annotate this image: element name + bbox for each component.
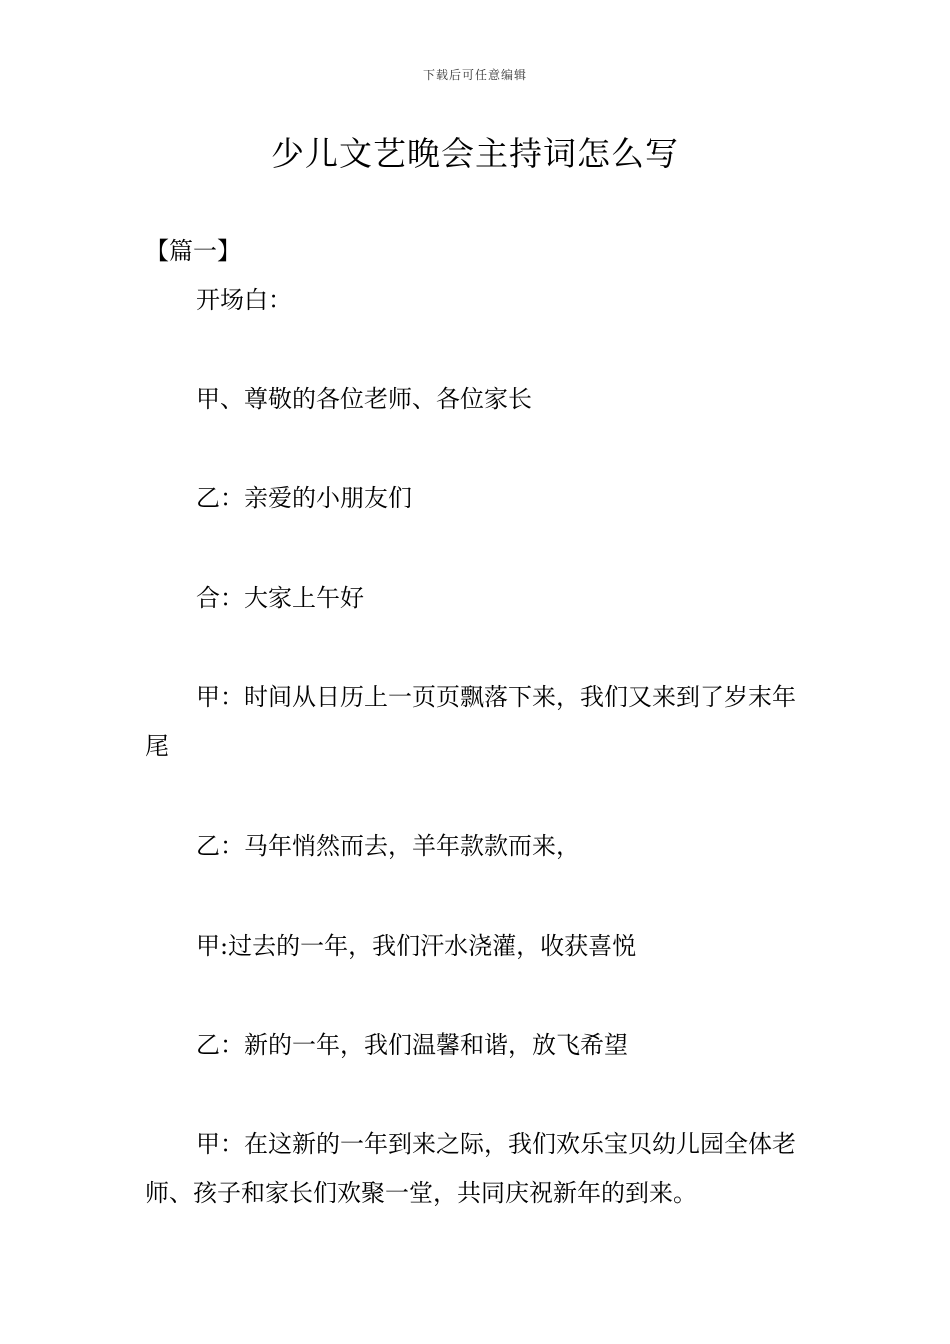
section-heading: 【篇一】 (145, 237, 241, 265)
paragraph-opening: 开场白： (196, 286, 292, 314)
paragraph-line: 甲、尊敬的各位老师、各位家长 (196, 385, 532, 413)
header-note: 下载后可任意编辑 (422, 68, 527, 82)
paragraph-line: 甲:过去的一年，我们汗水浇灌，收获喜悦 (196, 932, 637, 960)
paragraph-line: 乙：马年悄然而去，羊年款款而来， (196, 832, 580, 860)
paragraph-line: 乙：新的一年，我们温馨和谐，放飞希望 (196, 1031, 628, 1059)
paragraph-line: 甲：在这新的一年到来之际，我们欢乐宝贝幼儿园全体老师、孩子和家长们欢聚一堂，共同庆祝新年的到来。 (145, 1130, 796, 1207)
paragraph-line: 甲：时间从日历上一页页飘落下来，我们又来到了岁末年尾 (145, 683, 796, 760)
paragraph-line: 合：大家上午好 (196, 584, 364, 612)
document-title: 少儿文艺晚会主持词怎么写 (271, 134, 679, 173)
paragraph-line: 乙：亲爱的小朋友们 (196, 484, 412, 512)
